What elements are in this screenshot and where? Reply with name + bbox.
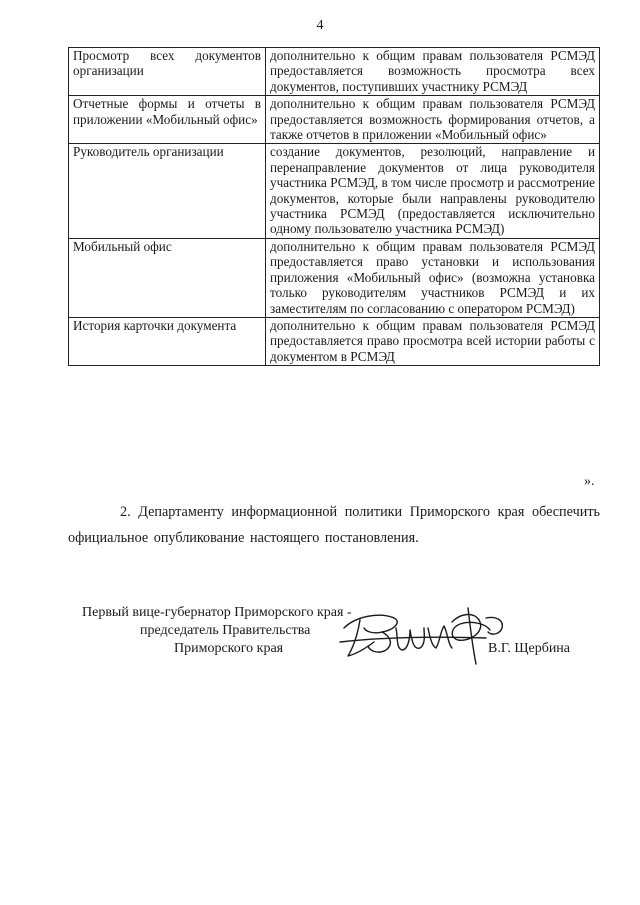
right-name-cell: Отчетные формы и отчеты в приложении «Мобильный офис» <box>69 96 266 144</box>
table-row <box>69 48 600 96</box>
right-description-cell: дополнительно к общим правам пользователя РСМЭД предоставляется возможность формирования отчетов, а также отчетов в приложении «Мобильный офис» <box>266 96 600 144</box>
signatory-title-line-3: Приморского края <box>174 641 284 656</box>
closing-quote: ». <box>584 474 595 489</box>
signatory-title-line-2: председатель Правительства <box>140 623 311 638</box>
right-name-cell: История карточки документа <box>69 317 266 365</box>
signature-block <box>68 604 600 694</box>
table-row <box>69 317 600 365</box>
right-description-cell: дополнительно к общим правам пользователя РСМЭД предоставляется возможность просмотра всех документов, поступивших участнику РСМЭД <box>266 48 600 96</box>
page-number: 4 <box>316 18 324 33</box>
right-description-cell: дополнительно к общим правам пользователя РСМЭД предоставляется право просмотра всей истории работы с документом в РСМЭД <box>266 317 600 365</box>
signatory-title-line-1: Первый вице-губернатор Приморского края - <box>82 605 352 620</box>
right-description-cell: дополнительно к общим правам пользователя РСМЭД предоставляется право установки и использования приложения «Мобильный офис» (возможна установка только руководителям участников РСМЭД и их заместителям по согласованию с оператором РСМЭД) <box>266 238 600 317</box>
right-description-cell: создание документов, резолюций, направление и перенаправление документов от лица руководителя участника РСМЭД, в том числе просмотр и рассмотрение документов, которые были направлены руководителю участника РСМЭД (предоставляется исключительно одному пользователю участника РСМЭД) <box>266 144 600 238</box>
access-rights-table <box>68 47 600 366</box>
right-name-cell: Просмотр всех документов организации <box>69 48 266 96</box>
right-name-cell: Мобильный офис <box>69 238 266 317</box>
signatory-name: В.Г. Щербина <box>488 641 571 656</box>
publication-paragraph: 2. Департаменту информационной политики Приморского края обеспечить официальное опубликование настоящего постановления. <box>68 504 600 546</box>
table-row <box>69 96 600 144</box>
table-row <box>69 238 600 317</box>
right-name-cell: Руководитель организации <box>69 144 266 238</box>
table-row <box>69 144 600 238</box>
